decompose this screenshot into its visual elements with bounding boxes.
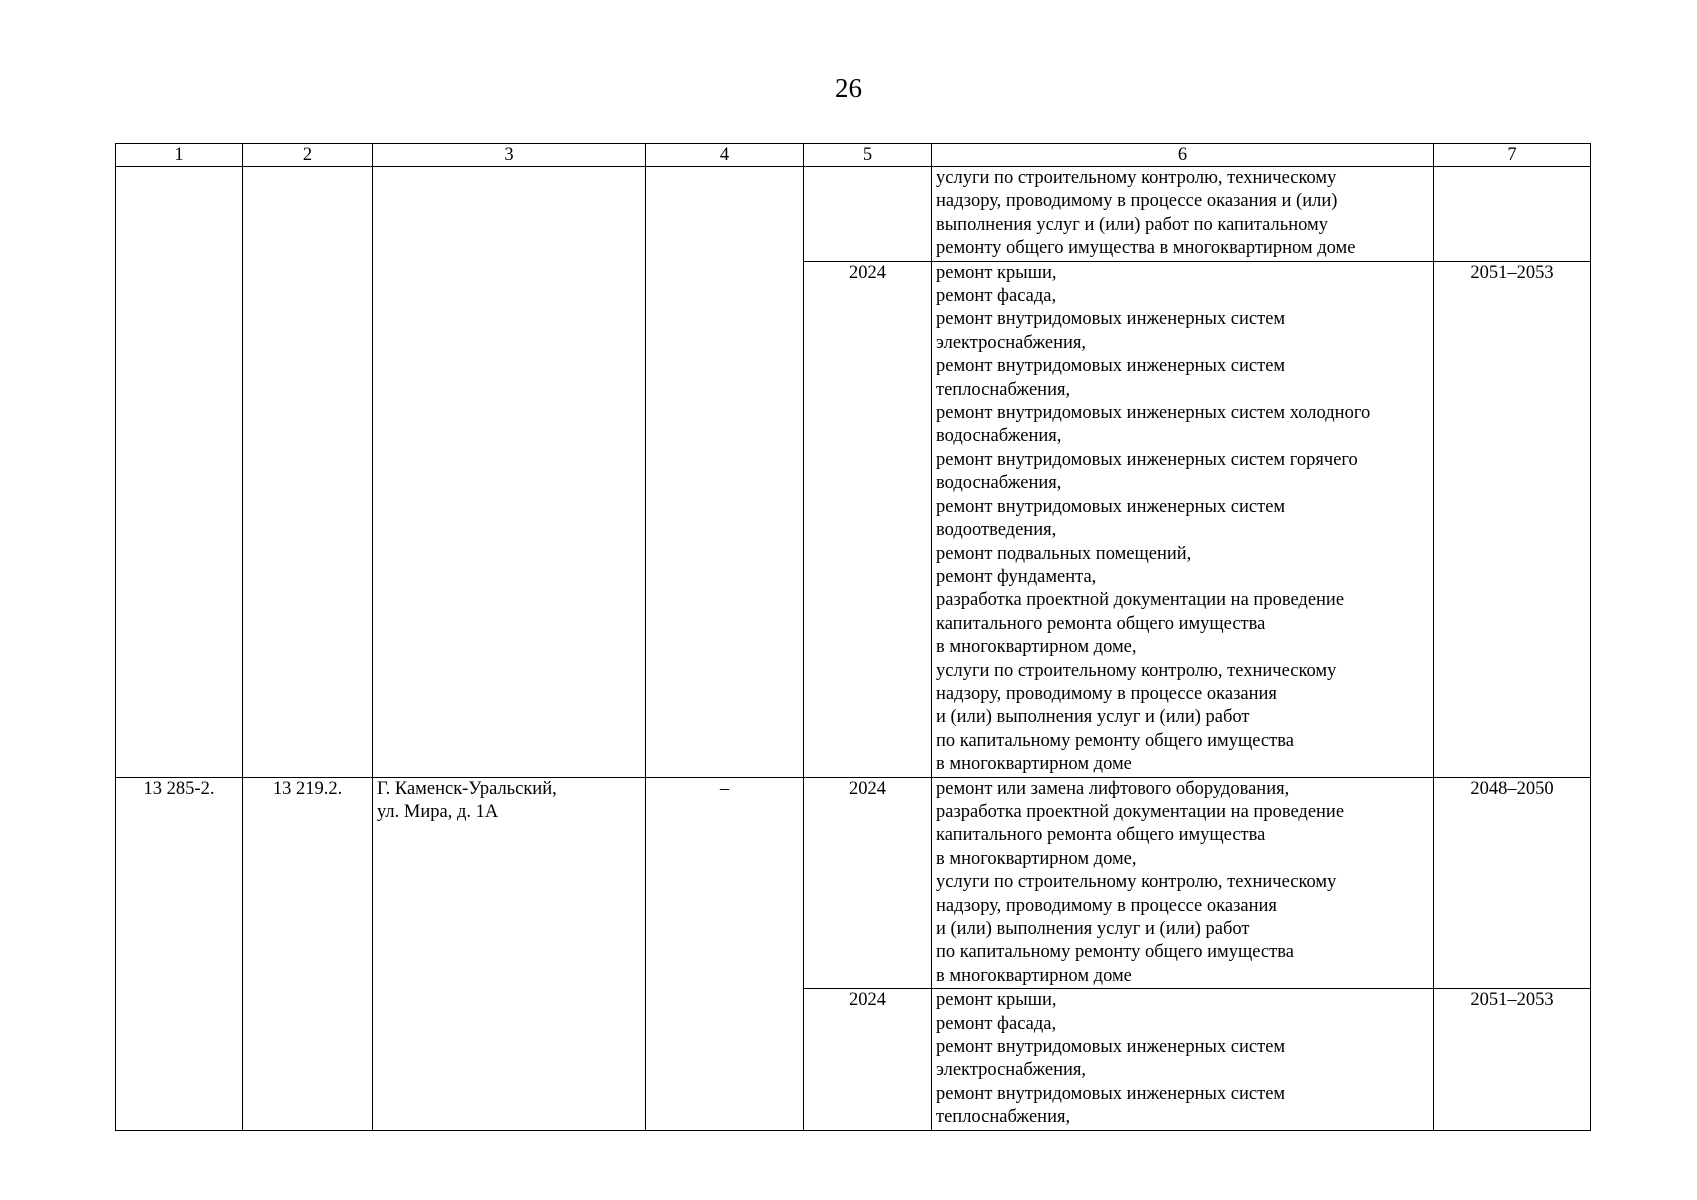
cell-col4 xyxy=(646,167,804,778)
works-line: ремонт внутридомовых инженерных систем xyxy=(936,496,1286,517)
works-line: ремонт или замена лифтового оборудования, xyxy=(936,778,1290,799)
works-line: капитального ремонта общего имущества xyxy=(936,613,1266,634)
works-line: услуги по строительному контролю, техническому xyxy=(936,872,1337,893)
cell-period: 2051–2053 xyxy=(1434,989,1591,1130)
works-line: ремонт крыши, xyxy=(936,990,1057,1011)
works-line: ремонт внутридомовых инженерных систем холодного xyxy=(936,403,1371,424)
works-line: ремонт внутридомовых инженерных систем xyxy=(936,356,1286,377)
works-line: услуги по строительному контролю, техническому xyxy=(936,168,1337,188)
works-line: в многоквартирном доме xyxy=(936,754,1132,775)
works-line: надзору, проводимому в процессе оказания xyxy=(936,895,1277,916)
works-line: надзору, проводимому в процессе оказания xyxy=(936,683,1277,704)
page-number: 26 xyxy=(835,73,862,103)
cell-works xyxy=(932,261,1434,777)
header-cell: 7 xyxy=(1434,144,1591,167)
table-header-row xyxy=(116,144,1591,167)
works-line: надзору, проводимому в процессе оказания и (или) xyxy=(936,191,1338,212)
works-line: по капитальному ремонту общего имущества xyxy=(936,730,1294,751)
works-line: водоотведения, xyxy=(936,520,1057,541)
works-line: разработка проектной документации на проведение xyxy=(936,801,1345,822)
cell-period xyxy=(1434,167,1591,262)
works-line: ремонт подвальных помещений, xyxy=(936,543,1192,564)
works-line: выполнения услуг и (или) работ по капитальному xyxy=(936,214,1328,235)
works-line: ремонту общего имущества в многоквартирном доме xyxy=(936,238,1356,259)
works-line: разработка проектной документации на проведение xyxy=(936,590,1345,611)
works-line: ремонт внутридомовых инженерных систем xyxy=(936,1083,1286,1104)
cell-period: 2051–2053 xyxy=(1434,261,1591,777)
program-table xyxy=(115,143,1591,1131)
works-line: теплоснабжения, xyxy=(936,1107,1071,1128)
works-line: услуги по строительному контролю, техническому xyxy=(936,660,1337,681)
cell-works xyxy=(932,167,1434,262)
works-line: ремонт внутридомовых инженерных систем горячего xyxy=(936,449,1358,470)
works-line: капитального ремонта общего имущества xyxy=(936,825,1266,846)
works-line: ремонт внутридомовых инженерных систем xyxy=(936,309,1286,330)
works-line: ремонт фундамента, xyxy=(936,566,1097,587)
cell-year xyxy=(804,167,932,262)
cell-year: 2024 xyxy=(804,777,932,989)
address-line: Г. Каменск-Уральский, xyxy=(377,778,557,799)
header-cell: 1 xyxy=(116,144,243,167)
works-line: в многоквартирном доме, xyxy=(936,637,1137,658)
header-cell: 5 xyxy=(804,144,932,167)
works-line: и (или) выполнения услуг и (или) работ xyxy=(936,919,1250,939)
address-line: ул. Мира, д. 1А xyxy=(377,801,499,822)
works-line: электроснабжения, xyxy=(936,1060,1087,1081)
works-line: ремонт крыши, xyxy=(936,262,1057,283)
header-cell: 4 xyxy=(646,144,804,167)
works-line: водоснабжения, xyxy=(936,473,1062,494)
cell-period: 2048–2050 xyxy=(1434,777,1591,989)
cell-col4: – xyxy=(646,777,804,1130)
cell-works xyxy=(932,777,1434,989)
cell-col2 xyxy=(243,167,373,778)
header-cell: 3 xyxy=(373,144,646,167)
cell-works xyxy=(932,989,1434,1130)
table-row xyxy=(116,777,1591,989)
works-line: в многоквартирном доме, xyxy=(936,848,1137,869)
works-line: теплоснабжения, xyxy=(936,379,1071,400)
works-line: ремонт фасада, xyxy=(936,286,1057,307)
table-row xyxy=(116,167,1591,262)
cell-address xyxy=(373,777,646,1130)
cell-house-number: 13 219.2. xyxy=(243,777,373,1130)
works-line: и (или) выполнения услуг и (или) работ xyxy=(936,707,1250,728)
works-line: по капитальному ремонту общего имущества xyxy=(936,942,1294,963)
cell-col3 xyxy=(373,167,646,778)
works-line: ремонт внутридомовых инженерных систем xyxy=(936,1037,1286,1058)
cell-col1 xyxy=(116,167,243,778)
works-line: ремонт фасада, xyxy=(936,1013,1057,1034)
works-line: электроснабжения, xyxy=(936,332,1087,353)
header-cell: 2 xyxy=(243,144,373,167)
header-cell: 6 xyxy=(932,144,1434,167)
works-line: водоснабжения, xyxy=(936,426,1062,447)
cell-year: 2024 xyxy=(804,261,932,777)
cell-year: 2024 xyxy=(804,989,932,1130)
works-line: в многоквартирном доме xyxy=(936,965,1132,986)
cell-record-number: 13 285-2. xyxy=(116,777,243,1130)
